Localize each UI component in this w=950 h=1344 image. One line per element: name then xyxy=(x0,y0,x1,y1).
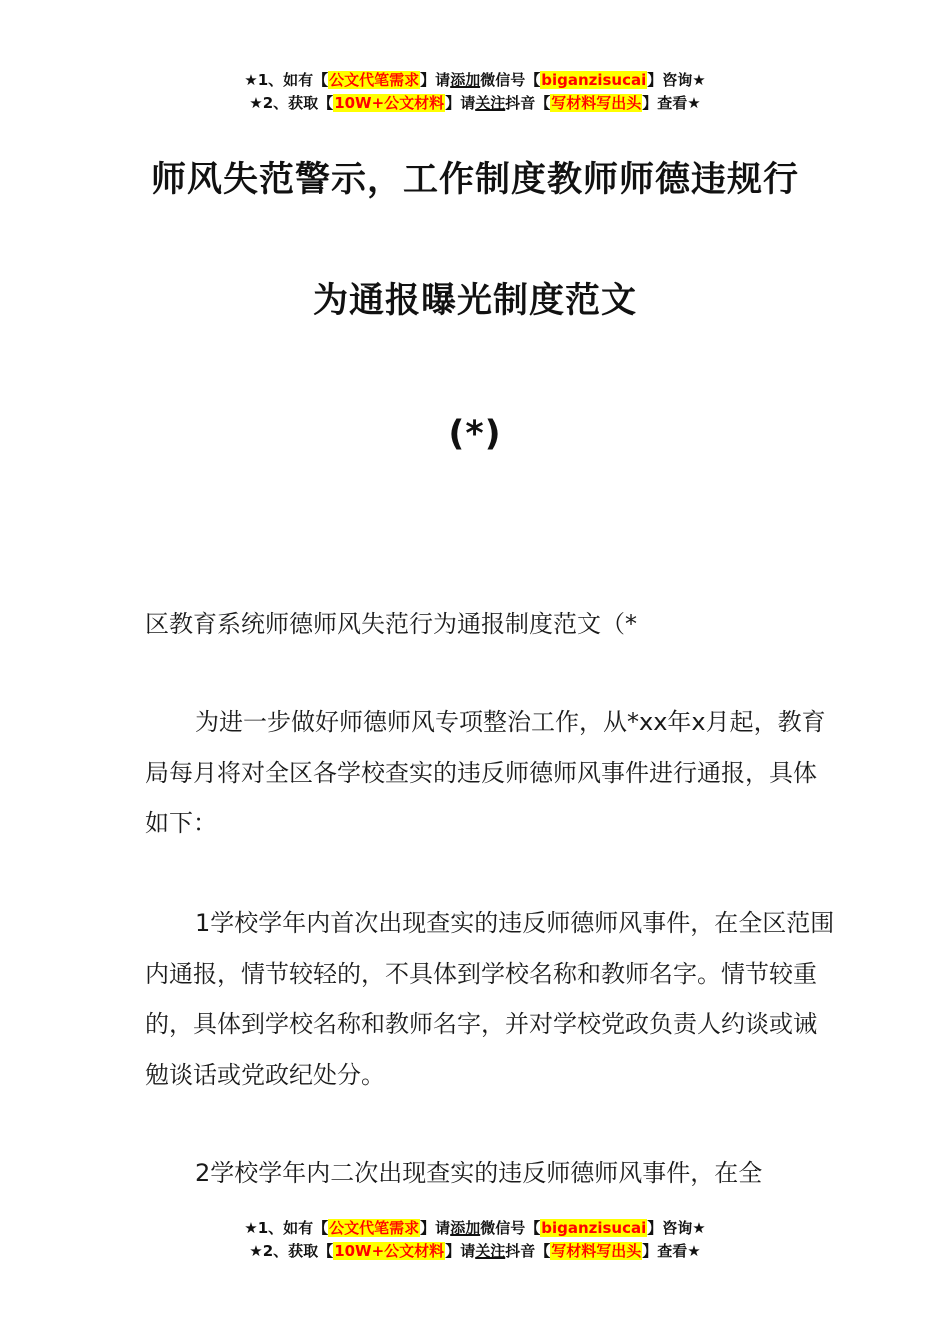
subtitle-paragraph: 区教育系统师德师风失范行为通报制度范文（* xyxy=(145,610,637,638)
banner-underlined: 关注 xyxy=(475,94,506,112)
body-paragraph-2: 1学校学年内首次出现查实的违反师德师风事件，在全区范围内通报，情节较轻的，不具体到学校名称和教师名字。情节较重的，具体到学校名称和教师名字，并对学校党政负责人约谈或诫勉谈话或党政纪处分。 xyxy=(145,909,835,1089)
banner-text: 】请 xyxy=(445,1242,476,1260)
banner-highlight: biganzisucai xyxy=(541,71,647,89)
banner-line-2 xyxy=(0,92,950,115)
banner-underlined: 添加 xyxy=(450,71,481,89)
banner-highlight: 10W+公文材料 xyxy=(334,94,445,112)
banner-text: 】请 xyxy=(420,71,451,89)
banner-text: ★1、如有【 xyxy=(244,1219,329,1237)
document-title-line-2: 为通报曝光制度范文 xyxy=(312,281,637,321)
document-title-line-3: (*) xyxy=(448,414,502,454)
banner-text: 微信号【 xyxy=(480,1219,541,1237)
banner-text: 微信号【 xyxy=(480,71,541,89)
banner-line-1 xyxy=(0,1217,950,1240)
banner-text: 】请 xyxy=(420,1219,451,1237)
banner-highlight: biganzisucai xyxy=(541,1219,647,1237)
banner-highlight: 公文代笔需求 xyxy=(329,71,420,89)
banner-text: ★2、获取【 xyxy=(249,1242,334,1260)
body-paragraph-1: 为进一步做好师德师风专项整治工作，从*xx年x月起，教育局每月将对全区各学校查实的违反师德师风事件进行通报，具体如下： xyxy=(145,708,826,837)
banner-text: 】咨询★ xyxy=(647,71,706,89)
banner-highlight: 写材料写出头 xyxy=(551,94,642,112)
banner-underlined: 关注 xyxy=(475,1242,506,1260)
banner-text: 】查看★ xyxy=(642,94,701,112)
body-paragraph-3: 2学校学年内二次出现查实的违反师德师风事件，在全 xyxy=(195,1159,763,1187)
banner-text: 抖音【 xyxy=(505,94,551,112)
banner-highlight: 10W+公文材料 xyxy=(334,1242,445,1260)
banner-underlined: 添加 xyxy=(450,1219,481,1237)
banner-line-2 xyxy=(0,1240,950,1263)
banner-highlight: 公文代笔需求 xyxy=(329,1219,420,1237)
banner-text: ★2、获取【 xyxy=(249,94,334,112)
banner-text: 】请 xyxy=(445,94,476,112)
header-banner xyxy=(0,69,950,115)
banner-highlight: 写材料写出头 xyxy=(551,1242,642,1260)
banner-text: 】查看★ xyxy=(642,1242,701,1260)
banner-text: 】咨询★ xyxy=(647,1219,706,1237)
banner-text: 抖音【 xyxy=(505,1242,551,1260)
footer-banner xyxy=(0,1217,950,1263)
banner-text: ★1、如有【 xyxy=(244,71,329,89)
banner-line-1 xyxy=(0,69,950,92)
document-title-line-1: 师风失范警示，工作制度教师师德违规行 xyxy=(150,160,799,200)
